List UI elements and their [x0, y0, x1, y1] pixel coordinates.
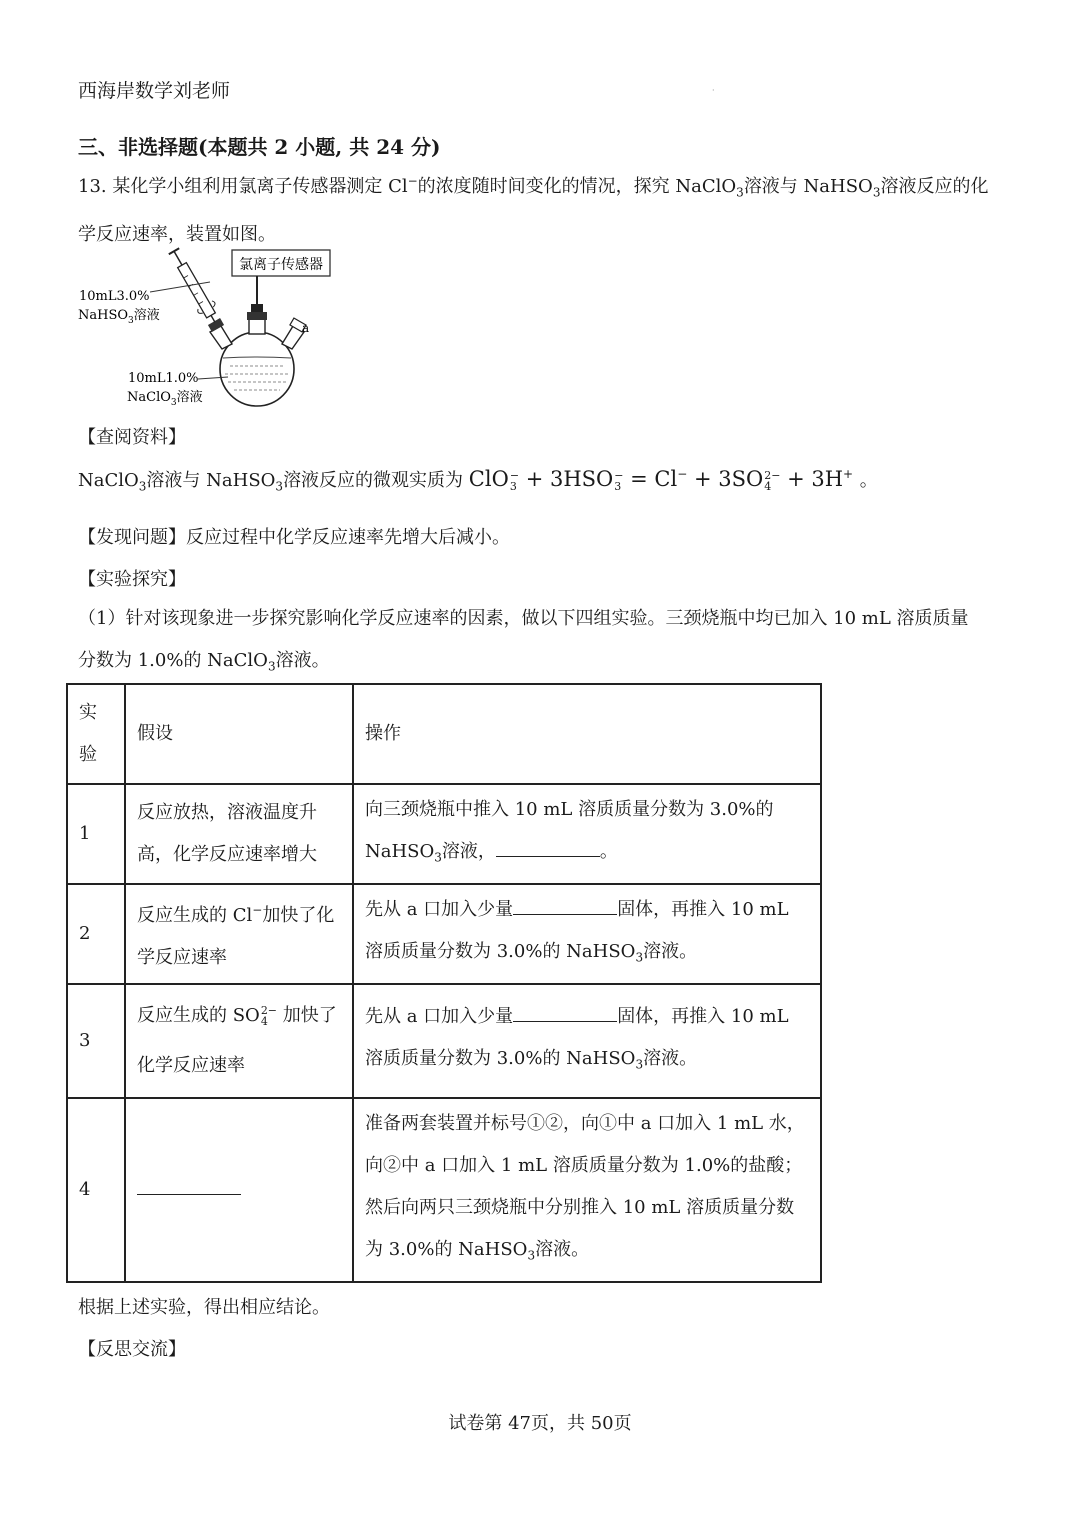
flask-label-solution: NaClO$_3$溶液 [127, 390, 203, 408]
experiment-table [66, 683, 822, 1283]
page-footer: 试卷第 47页，共 50页 [448, 1413, 632, 1434]
reflection-heading: 【反思交流】 [78, 1339, 186, 1360]
header-watermark: 西海岸数学刘老师 [78, 80, 231, 102]
problem-heading: 【发现问题】 [78, 527, 186, 548]
section-title: 三、非选择题(本题共 2 小题, 共 24 分) [78, 135, 441, 159]
row3-operation: 先从 a 口加入少量 固体，再推入 10 mL 溶质质量分数为 3.0%的 NaHSO$_3$溶液。 [353, 984, 821, 1098]
row1-answer-blank[interactable] [496, 836, 600, 857]
header-exp: 实 验 [67, 684, 125, 784]
decorative-dot: · [712, 86, 715, 95]
syringe-label-solution: NaHSO$_3$溶液 [78, 308, 160, 326]
table-row [67, 784, 821, 884]
row1-operation: 向三颈烧瓶中推入 10 mL 溶质质量分数为 3.0%的 NaHSO$_3$溶液， 。 [353, 784, 821, 884]
conclusion-text: 根据上述实验，得出相应结论。 [78, 1297, 330, 1318]
problem-text: 反应过程中化学反应速率先增大后减小。 [186, 527, 510, 548]
row1-num: 1 [67, 784, 125, 884]
row4-hypothesis [125, 1098, 353, 1282]
syringe [166, 246, 224, 327]
row3-num: 3 [67, 984, 125, 1098]
row4-num: 4 [67, 1098, 125, 1282]
question-13-intro: 13. 某化学小组利用氯离子传感器测定 Cl−的浓度随时间变化的情况，探究 NaClO$_3$溶液与 NaHSO$_3$溶液反应的化 学反应速率，装置如图。 [78, 174, 989, 245]
row2-answer-blank[interactable] [513, 894, 617, 915]
table-header-row [67, 684, 821, 784]
exploration-heading: 【实验探究】 [78, 569, 186, 590]
reaction-equation-line: NaClO$_3$溶液与 NaHSO$_3$溶液反应的微观实质为 ClO − 3 + 3HSO − 3 = Cl− + 3SO 2− 4 + 3H+ 。 [78, 467, 878, 494]
table-row [67, 884, 821, 984]
exploration-text: （1）针对该现象进一步探究影响化学反应速率的因素，做以下四组实验。三颈烧瓶中均已加入 10 mL 溶质质量 分数为 1.0%的 NaClO$_3$溶液。 [78, 608, 969, 674]
table-row [67, 1098, 821, 1282]
table-row [67, 984, 821, 1098]
apparatus-figure [70, 246, 350, 416]
flask-label-conc: 10mL1.0% [128, 371, 199, 386]
row1-hypothesis: 反应放热，溶液温度升高，化学反应速率增大 [125, 784, 353, 884]
row3-answer-blank[interactable] [513, 1001, 617, 1022]
row4-answer-blank[interactable] [137, 1174, 241, 1195]
row2-operation: 先从 a 口加入少量 固体，再推入 10 mL 溶质质量分数为 3.0%的 NaHSO$_3$溶液。 [353, 884, 821, 984]
problem-line [78, 523, 510, 549]
row2-hypothesis: 反应生成的 Cl−加快了化学反应速率 [125, 884, 353, 984]
row3-hypothesis: 反应生成的 SO 2− 4 加快了化学反应速率 [125, 984, 353, 1098]
ionic-equation: ClO − 3 + 3HSO − 3 = Cl− + 3SO 2− 4 + 3H+ [468, 467, 854, 493]
sensor-label: 氯离子传感器 [239, 257, 323, 273]
syringe-label-conc: 10mL3.0% [79, 289, 150, 304]
header-operation: 操作 [353, 684, 821, 784]
reference-heading: 【查阅资料】 [78, 427, 186, 448]
port-label-a: a [302, 321, 310, 335]
header-hypothesis: 假设 [125, 684, 353, 784]
row4-operation: 准备两套装置并标号①②，向①中 a 口加入 1 mL 水，向②中 a 口加入 1 mL 溶质质量分数为 1.0%的盐酸；然后向两只三颈烧瓶中分别推入 10 mL 溶质质量分数为 3.0%的 NaHSO$_3$溶液。 [353, 1098, 821, 1282]
row2-num: 2 [67, 884, 125, 984]
